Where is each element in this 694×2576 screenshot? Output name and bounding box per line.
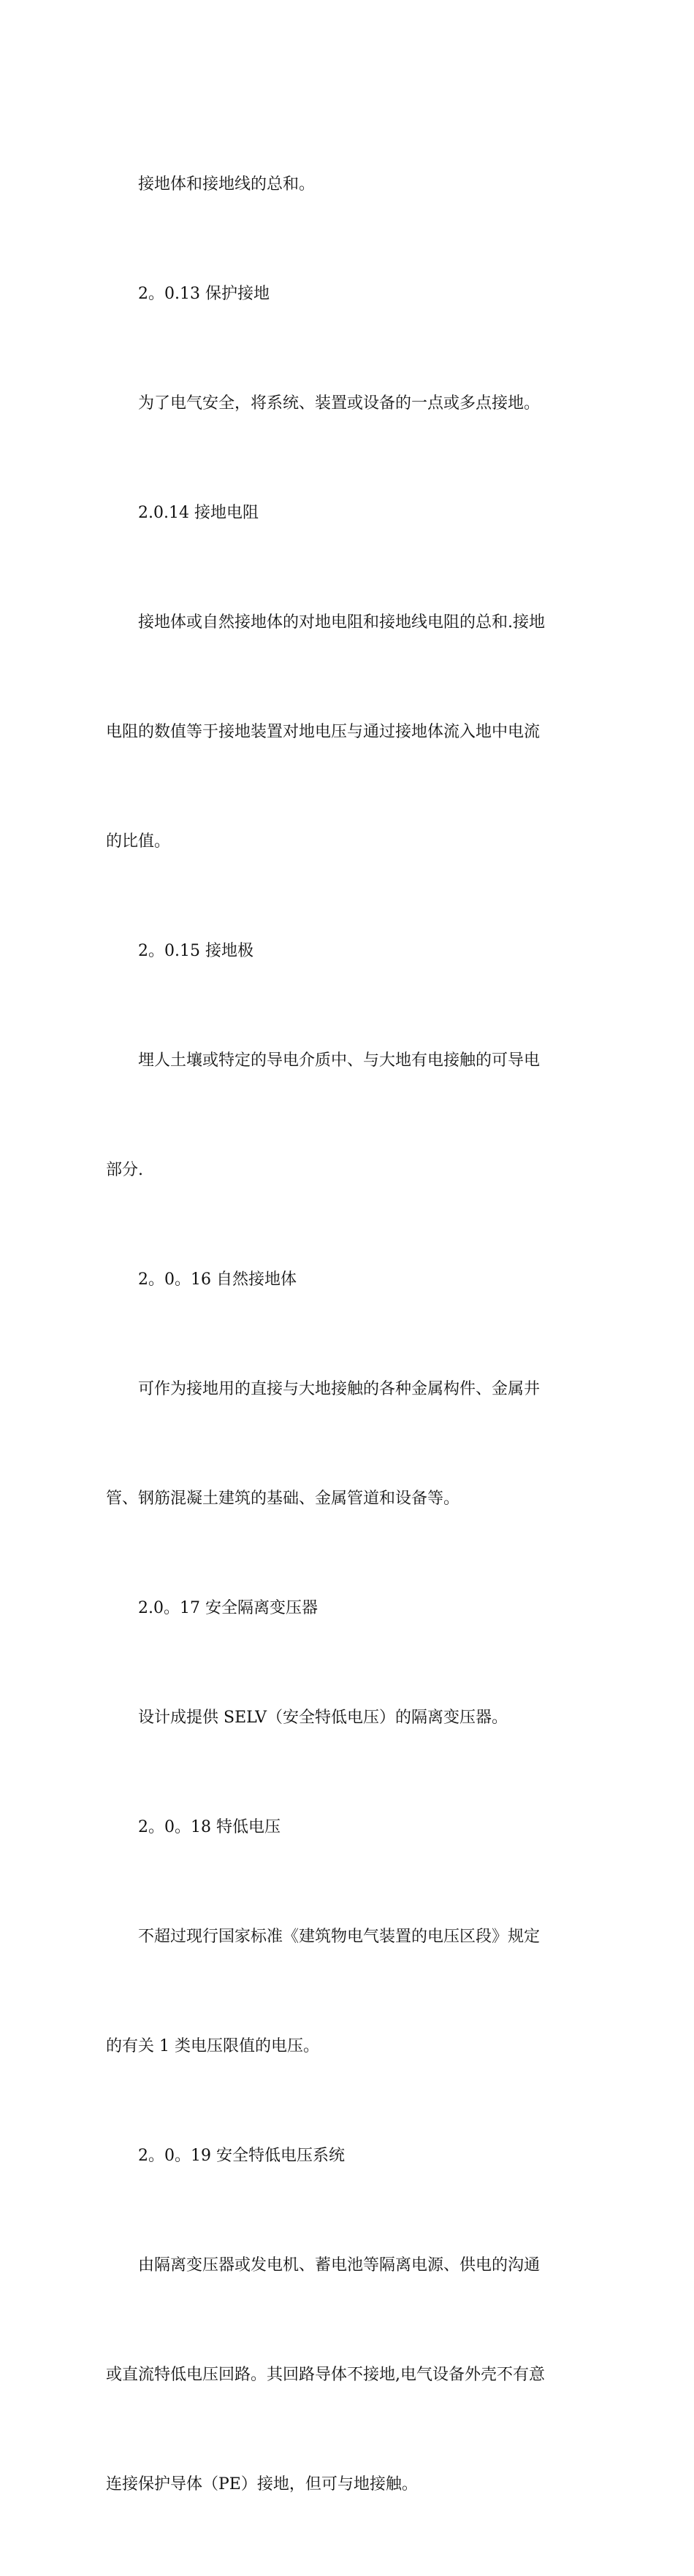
text-line: 埋人土壤或特定的导电介质中、与大地有电接触的可导电 xyxy=(138,1051,541,1070)
text-line: 接地体和接地线的总和。 xyxy=(138,175,316,193)
paragraph-isolation-transformer xyxy=(106,1627,592,1809)
text-line: 的比值。 xyxy=(106,832,171,851)
text-line: 可作为接地用的直接与大地接触的各种金属构件、金属井 xyxy=(138,1380,541,1398)
text-line: 为了电气安全，将系统、装置或设备的一点或多点接地。 xyxy=(138,394,541,413)
text-line: 由隔离变压器或发电机、蓄电池等隔离电源、供电的沟通 xyxy=(138,2256,541,2274)
paragraph-protective-grounding xyxy=(106,313,592,495)
paragraph-selv-system xyxy=(106,2174,592,2576)
paragraph-grounding-electrode xyxy=(106,970,592,1262)
clause-2-0-18-heading: 2。0。18 特低电压 xyxy=(138,1818,281,1836)
clause-2-0-15-heading: 2。0.15 接地极 xyxy=(138,942,253,960)
paragraph-grounding-sum xyxy=(106,93,592,276)
text-line: 或直流特低电压回路。其回路导体不接地,电气设备外壳不有意 xyxy=(106,2366,545,2384)
document-body xyxy=(106,93,592,2576)
text-line: 设计成提供 SELV（安全特低电压）的隔离变压器。 xyxy=(138,1709,508,1727)
text-line: 的有关 1 类电压限值的电压。 xyxy=(106,2037,319,2055)
text-line: 管、钢筋混凝土建筑的基础、金属管道和设备等。 xyxy=(106,1490,460,1508)
paragraph-grounding-resistance xyxy=(106,532,592,933)
clause-2-0-14-heading: 2.0.14 接地电阻 xyxy=(138,504,259,522)
text-line: 接地体或自然接地体的对地电阻和接地线电阻的总和.接地 xyxy=(138,613,545,632)
clause-2-0-19-heading: 2。0。19 安全特低电压系统 xyxy=(138,2147,345,2165)
paragraph-natural-grounding xyxy=(106,1298,592,1590)
clause-2-0-13-heading: 2。0.13 保护接地 xyxy=(138,285,270,303)
clause-2-0-16-heading: 2。0。16 自然接地体 xyxy=(138,1270,297,1289)
text-line: 电阻的数值等于接地装置对地电压与通过接地体流入地中电流 xyxy=(106,723,541,741)
paragraph-extra-low-voltage xyxy=(106,1846,592,2138)
text-line: 不超过现行国家标准《建筑物电气装置的电压区段》规定 xyxy=(138,1928,541,1946)
text-line: 部分. xyxy=(106,1161,143,1179)
clause-2-0-17-heading: 2.0。17 安全隔离变压器 xyxy=(138,1599,318,1617)
text-line: 连接保护导体（PE）接地，但可与地接触。 xyxy=(106,2475,418,2493)
